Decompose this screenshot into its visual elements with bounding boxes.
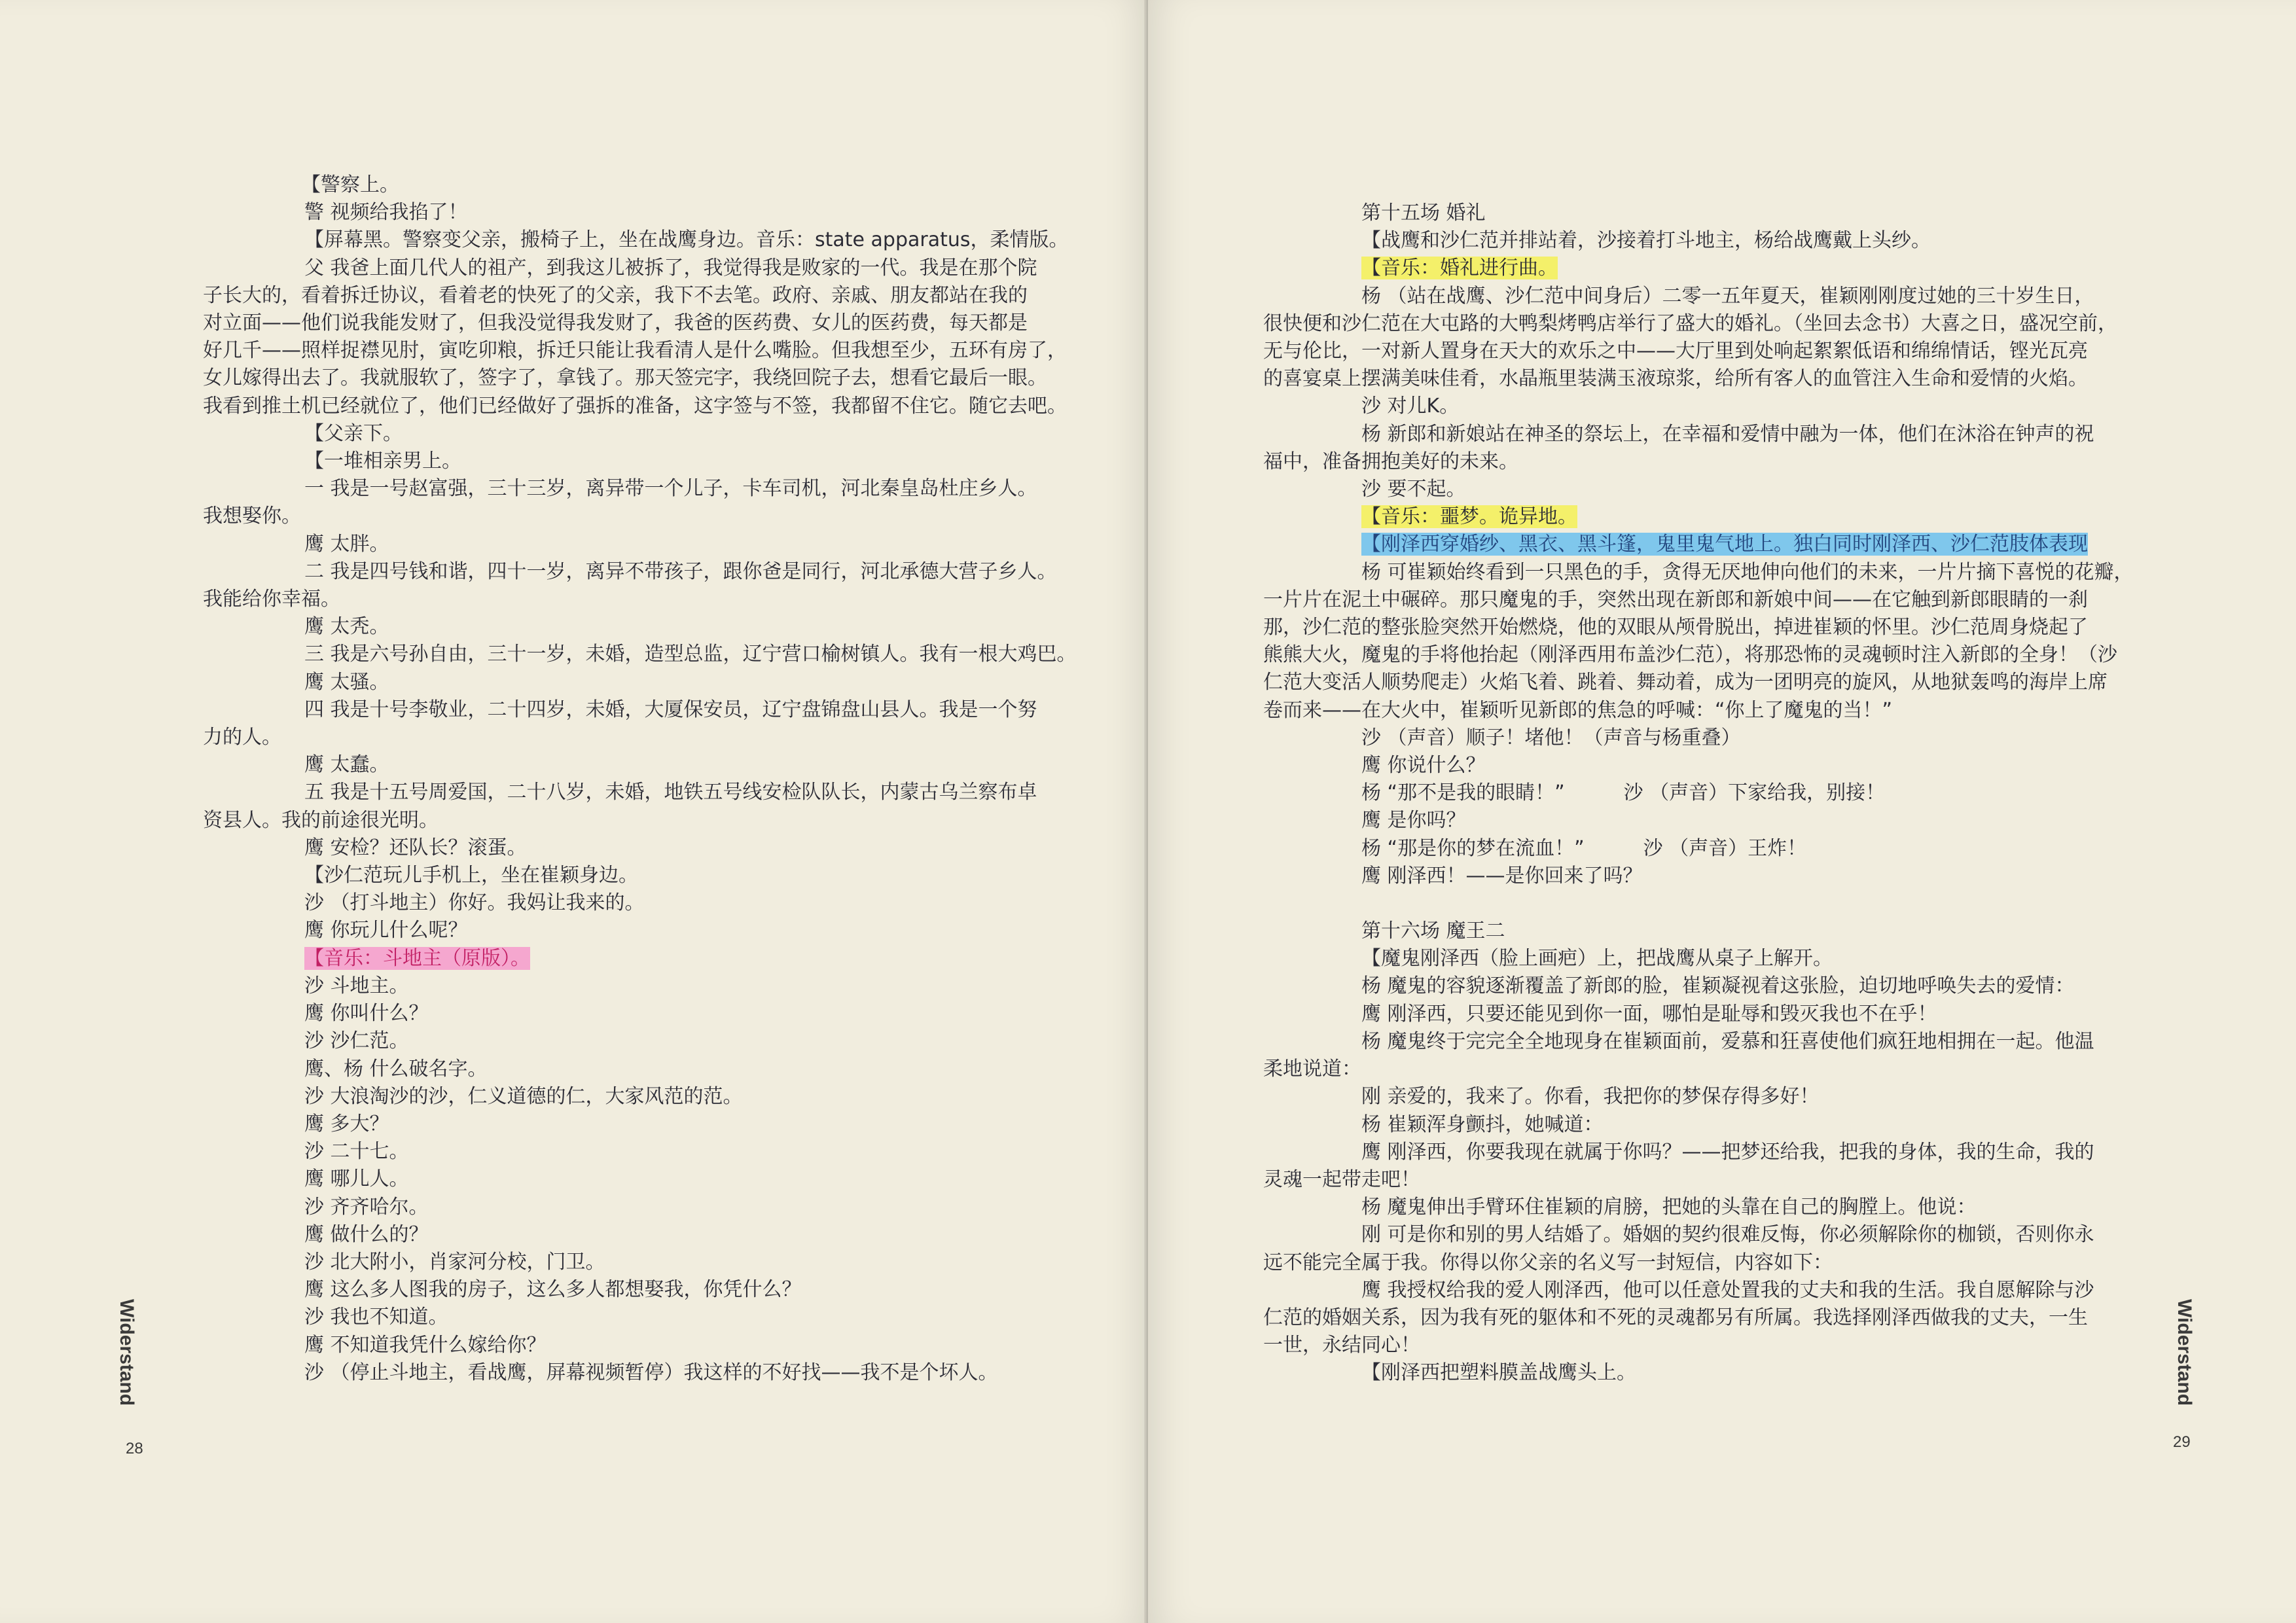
script-line-text: 对立面——他们说我能发财了，但我没觉得我发财了，我爸的医药费、女儿的医药费，每天都是 [203, 312, 1028, 335]
script-line-text: 杨 “那不是我的眼睛！” 沙 （声音）下家给我，别接！ [1361, 781, 1886, 805]
script-line [1263, 1332, 2114, 1359]
script-line-text: 沙 沙仁范。 [304, 1029, 409, 1053]
script-line [1263, 283, 2114, 310]
script-line [1263, 586, 2114, 614]
script-line [203, 724, 1054, 751]
script-line [203, 945, 1054, 972]
script-line [1263, 1249, 2114, 1277]
script-line-text: 一片片在泥土中碾碎。那只魔鬼的手，突然出现在新郎和新娘中间——在它触到新郎眼睛的一刹 [1263, 588, 2088, 611]
script-line-text: 【音乐：噩梦。诡异地。 [1361, 505, 1577, 529]
script-line-text: 五 我是十五号周爱国，二十八岁，未婚，地铁五号线安检队队长，内蒙古乌兰察布卓 [304, 781, 1037, 804]
script-line-text: 很快便和沙仁范在大屯路的大鸭梨烤鸭店举行了盛大的婚礼。（坐回去念书）大喜之日，盛况空前， [1263, 312, 2117, 335]
script-line [203, 420, 1054, 448]
script-line-text: 无与伦比，一对新人置身在天大的欢乐之中——大厅里到处响起絮絮低语和绵绵情话，铿光瓦亮 [1263, 340, 2088, 363]
script-line-text: 鹰 太秃。 [304, 615, 389, 639]
script-line-text: 福中，准备拥抱美好的未来。 [1263, 450, 1518, 473]
script-line [1263, 779, 2114, 807]
script-line-text: 鹰 刚泽西，你要我现在就属于你吗？——把梦还给我，把我的身体，我的生命，我的 [1361, 1140, 2094, 1164]
script-line-text: 【一堆相亲男上。 [304, 450, 461, 473]
script-line-text: 鹰 安检？还队长？滚蛋。 [304, 836, 527, 859]
script-line-text: 杨 魔鬼的容貌逐渐覆盖了新郎的脸，崔颖凝视着这张脸，迫切地呼唤失去的爱情： [1361, 974, 2075, 998]
script-line [203, 641, 1077, 668]
script-line-text: 鹰 刚泽西！——是你回来了吗？ [1361, 864, 1643, 887]
script-line [203, 862, 1054, 889]
script-line [203, 1138, 1054, 1166]
script-line [1263, 503, 2114, 531]
script-line [1263, 918, 2114, 945]
script-line-text: 【刚泽西把塑料膜盖战鹰头上。 [1361, 1361, 1636, 1385]
script-line [203, 558, 1057, 586]
script-line-text: 灵魂一起带走吧！ [1263, 1168, 1420, 1191]
script-line-text: 卷而来——在大火中，崔颖听见新郎的焦急的呼喊：“你上了魔鬼的当！” [1263, 698, 1893, 722]
script-line [1263, 476, 2114, 503]
script-line [1263, 1166, 2114, 1194]
script-line [203, 1332, 1054, 1359]
script-line-text: 鹰 太蠢。 [304, 753, 389, 777]
script-line [203, 393, 1067, 420]
script-line [203, 1056, 1054, 1083]
script-line [1263, 863, 2114, 890]
script-line-text: 柔地说道： [1263, 1058, 1361, 1081]
script-line-text: 刚 可是你和别的男人结婚了。婚姻的契约很难反悔，你必须解除你的枷锁，否则你永 [1361, 1223, 2094, 1247]
script-line-text: 【刚泽西穿婚纱、黑衣、黑斗篷，鬼里鬼气地上。独白同时刚泽西、沙仁范肢体表现 [1361, 533, 2088, 556]
script-line [1263, 807, 2114, 834]
script-line [203, 171, 1054, 199]
right-page-number: 29 [2173, 1433, 2191, 1451]
script-line-text: 鹰 多大？ [304, 1112, 389, 1135]
script-line-text: 好几千——照样捉襟见肘，寅吃卯粮，拆迁只能让我看清人是什么嘴脸。但我想至少，五环有房了， [203, 339, 1067, 363]
script-line-text: 远不能完全属于我。你得以你父亲的名义写一封短信，内容如下： [1263, 1251, 1833, 1274]
script-line [203, 1304, 1054, 1331]
script-line [203, 1000, 1054, 1027]
script-line-text: 沙 要不起。 [1361, 478, 1466, 501]
script-line [203, 917, 1054, 944]
script-line-text: 鹰 我授权给我的爱人刚泽西，他可以任意处置我的丈夫和我的生活。我自愿解除与沙 [1361, 1278, 2094, 1302]
script-line-text: 杨 （站在战鹰、沙仁范中间身后）二零一五年夏天，崔颖刚刚度过她的三十岁生日， [1361, 284, 2094, 308]
script-line [1263, 724, 2114, 752]
script-line-text: 沙 （停止斗地主，看战鹰，屏幕视频暂停）我这样的不好找——我不是个坏人。 [304, 1361, 998, 1384]
script-line-text: 一世，永结同心！ [1263, 1334, 1420, 1357]
script-line [1263, 1056, 2114, 1083]
script-line [203, 1249, 1054, 1276]
script-line [1263, 1221, 2114, 1249]
script-line [203, 1221, 1054, 1249]
script-line [203, 1276, 1054, 1304]
script-line-text: 沙 大浪淘沙的沙，仁义道德的仁，大家风范的范。 [304, 1084, 743, 1108]
script-line [203, 226, 1069, 254]
script-line [203, 834, 1054, 862]
script-line-text: 鹰 不知道我凭什么嫁给你？ [304, 1333, 547, 1357]
script-line-text: 第十五场 婚礼 [1361, 202, 1486, 224]
script-line-text: 鹰 你说什么？ [1361, 754, 1486, 777]
script-line [1263, 614, 2114, 641]
script-line-text: 我能给你幸福。 [203, 588, 340, 611]
script-line-text: 杨 魔鬼终于完完全全地现身在崔颖面前，爱慕和狂喜使他们疯狂地相拥在一起。他温 [1361, 1029, 2094, 1053]
script-line-text: 四 我是十号李敬业，二十四岁，未婚，大厦保安员，辽宁盘锦盘山县人。我是一个努 [304, 698, 1037, 721]
script-line-text: 沙 齐齐哈尔。 [304, 1195, 429, 1219]
script-line [1263, 255, 2114, 282]
script-line [203, 255, 1054, 282]
script-line-text: 三 我是六号孙自由，三十一岁，未婚，造型总监，辽宁营口榆树镇人。我有一根大鸡巴。 [304, 643, 1077, 666]
script-line [1263, 448, 2114, 476]
script-line-text: 的喜宴桌上摆满美味佳肴，水晶瓶里装满玉液琼浆，给所有客人的血管注入生命和爱情的火焰。 [1263, 367, 2088, 391]
left-page-number: 28 [126, 1440, 143, 1457]
script-line [203, 310, 1054, 337]
script-line-text: 鹰 你叫什么？ [304, 1002, 429, 1026]
script-line [1263, 945, 2114, 972]
script-line [1263, 421, 2114, 448]
script-line-text: 一 我是一号赵富强，三十三岁，离异带一个儿子，卡车司机，河北秦皇岛杜庄乡人。 [304, 477, 1037, 501]
script-line [203, 337, 1067, 365]
script-line-text: 第十六场 魔王二 [1361, 919, 1505, 943]
script-line [203, 503, 1054, 530]
script-line [1263, 365, 2114, 393]
script-line-text: 杨 魔鬼伸出手臂环住崔颖的肩膀，把她的头靠在自己的胸膛上。他说： [1361, 1196, 1977, 1219]
right-running-head: Widerstand [2174, 1299, 2195, 1406]
script-line-text: 沙 二十七。 [304, 1140, 409, 1164]
script-line [1263, 641, 2117, 669]
script-line [203, 586, 1054, 613]
script-line-text: 沙 斗地主。 [304, 974, 409, 997]
script-line-text: 仁范大变活人顺势爬走）火焰飞着、跳着、舞动着，成为一团明亮的旋风，从地狱轰鸣的海岸上席 [1263, 671, 2108, 694]
script-line-text: 力的人。 [203, 726, 281, 749]
script-line-text: 那，沙仁范的整张脸突然开始燃烧，他的双眼从颅骨脱出，掉进崔颖的怀里。沙仁范周身烧起了 [1263, 616, 2088, 639]
script-line [1263, 752, 2114, 779]
script-line-text: 鹰 是你吗？ [1361, 809, 1466, 832]
script-line [203, 972, 1054, 1000]
left-page-body [203, 171, 1077, 1387]
script-line [1263, 1001, 2114, 1028]
script-line-text: 熊熊大火，魔鬼的手将他抬起（刚泽西用布盖沙仁范），将那恐怖的灵魂顿时注入新郎的全身！（沙 [1263, 643, 2117, 667]
script-line [203, 1111, 1054, 1138]
script-line-text: 【战鹰和沙仁范并排站着，沙接着打斗地主，杨给战鹰戴上头纱。 [1361, 229, 1931, 253]
script-line [1263, 1028, 2114, 1056]
script-line [203, 1194, 1054, 1221]
script-line [1263, 200, 2114, 227]
script-line [1263, 559, 2134, 586]
script-line-text: 杨 可崔颖始终看到一只黑色的手，贪得无厌地伸向他们的未来，一片片摘下喜悦的花瓣， [1361, 560, 2134, 584]
script-line-text: 沙 我也不知道。 [304, 1306, 448, 1329]
script-line [1263, 531, 2114, 558]
script-line [203, 1359, 1054, 1387]
script-line [1263, 338, 2114, 365]
script-line [203, 1083, 1054, 1111]
script-line [1263, 669, 2114, 696]
script-line [203, 613, 1054, 641]
script-line-text: 沙 北大附小，肖家河分校，门卫。 [304, 1250, 605, 1274]
script-line [1263, 972, 2114, 1000]
left-running-head: Widerstand [116, 1299, 137, 1406]
script-line [1263, 1139, 2114, 1166]
script-line [1263, 310, 2117, 338]
script-line [203, 696, 1054, 724]
script-line-text: 【音乐：斗地主（原版）。 [304, 946, 530, 970]
script-line-text: 鹰 太骚。 [304, 670, 389, 694]
right-page-body [1263, 200, 2134, 1387]
script-line-text: 鹰、杨 什么破名字。 [304, 1057, 488, 1080]
script-line [1263, 393, 2114, 420]
script-line-text: 【父亲下。 [304, 421, 403, 445]
right-page [1148, 0, 2296, 1623]
script-line [203, 1166, 1054, 1193]
script-line [1263, 697, 2114, 724]
script-line [1263, 1359, 2114, 1387]
script-line [1263, 1304, 2114, 1332]
script-line [1263, 890, 2114, 918]
script-line-text: 【屏幕黑。警察变父亲，搬椅子上，坐在战鹰身边。音乐：state apparatus，柔情版。 [304, 228, 1069, 252]
script-line [203, 751, 1054, 779]
script-line-text: 刚 亲爱的，我来了。你看，我把你的梦保存得多好！ [1361, 1085, 1820, 1109]
script-line-text: 我想娶你。 [203, 505, 301, 528]
script-line [203, 807, 1054, 834]
script-line-text: 杨 崔颖浑身颤抖，她喊道： [1361, 1113, 1604, 1136]
script-line [203, 365, 1054, 392]
script-line-text: 二 我是四号钱和谐，四十一岁，离异不带孩子，跟你爸是同行，河北承德大营子乡人。 [304, 560, 1057, 583]
script-line-text: 杨 新郎和新娘站在神圣的祭坛上，在幸福和爱情中融为一体，他们在沐浴在钟声的祝 [1361, 422, 2094, 446]
script-line [203, 448, 1054, 475]
script-line [203, 531, 1054, 558]
script-line [203, 199, 1054, 226]
script-line [1263, 835, 2114, 863]
script-line [1263, 227, 2114, 255]
script-line-text: 鹰 刚泽西，只要还能见到你一面，哪怕是耻辱和毁灭我也不在乎！ [1361, 1002, 1937, 1026]
script-line [203, 889, 1054, 917]
script-line-text: 鹰 太胖。 [304, 532, 389, 556]
script-line [1263, 1111, 2114, 1139]
script-line-text: 沙 对儿K。 [1361, 395, 1460, 418]
script-line [203, 475, 1054, 503]
script-line [203, 669, 1054, 696]
script-line-text: 【沙仁范玩儿手机上，坐在崔颖身边。 [304, 864, 638, 887]
script-line-text: 【音乐：婚礼进行曲。 [1361, 257, 1558, 280]
script-line [1263, 1277, 2114, 1304]
script-line-text: 鹰 这么多人图我的房子，这么多人都想娶我，你凭什么？ [304, 1278, 802, 1302]
script-line-text: 父 我爸上面几代人的祖产，到我这儿被拆了，我觉得我是败家的一代。我是在那个院 [304, 256, 1037, 279]
script-line-text: 女儿嫁得出去了。我就服软了，签字了，拿钱了。那天签完字，我绕回院子去，想看它最后一眼。 [203, 366, 1047, 390]
script-line-text: 我看到推土机已经就位了，他们已经做好了强拆的准备，这字签与不签，我都留不住它。随它去吧。 [203, 394, 1067, 418]
script-line-text: 沙 （声音）顺子！堵他！（声音与杨重叠） [1361, 726, 1741, 749]
script-line [203, 1027, 1054, 1055]
script-line-text: 【魔鬼刚泽西（脸上画疤）上，把战鹰从桌子上解开。 [1361, 947, 1833, 971]
script-line-text: 鹰 做什么的？ [304, 1222, 429, 1246]
script-line [1263, 1083, 2114, 1111]
script-line-text: 仁范的婚姻关系，因为我有死的躯体和不死的灵魂都另有所属。我选择刚泽西做我的丈夫，一生 [1263, 1306, 2088, 1329]
script-line-text: 杨 “那是你的梦在流血！” 沙 （声音）王炸！ [1361, 836, 1807, 860]
script-line-text: 沙 （打斗地主）你好。我妈让我来的。 [304, 891, 645, 915]
script-line-text: 鹰 哪儿人。 [304, 1168, 409, 1191]
script-line-text: 子长大的，看着拆迁协议，看着老的快死了的父亲，我下不去笔。政府、亲戚、朋友都站在我的 [203, 283, 1028, 307]
script-line [1263, 1194, 2114, 1221]
script-line-text: 鹰 你玩儿什么呢？ [304, 919, 468, 942]
script-line-text: 警 视频给我掐了！ [304, 201, 468, 224]
script-line [203, 282, 1054, 310]
script-line-text: 【警察上。 [301, 173, 399, 196]
script-line-text: 资县人。我的前途很光明。 [203, 808, 439, 832]
script-line [203, 779, 1054, 806]
